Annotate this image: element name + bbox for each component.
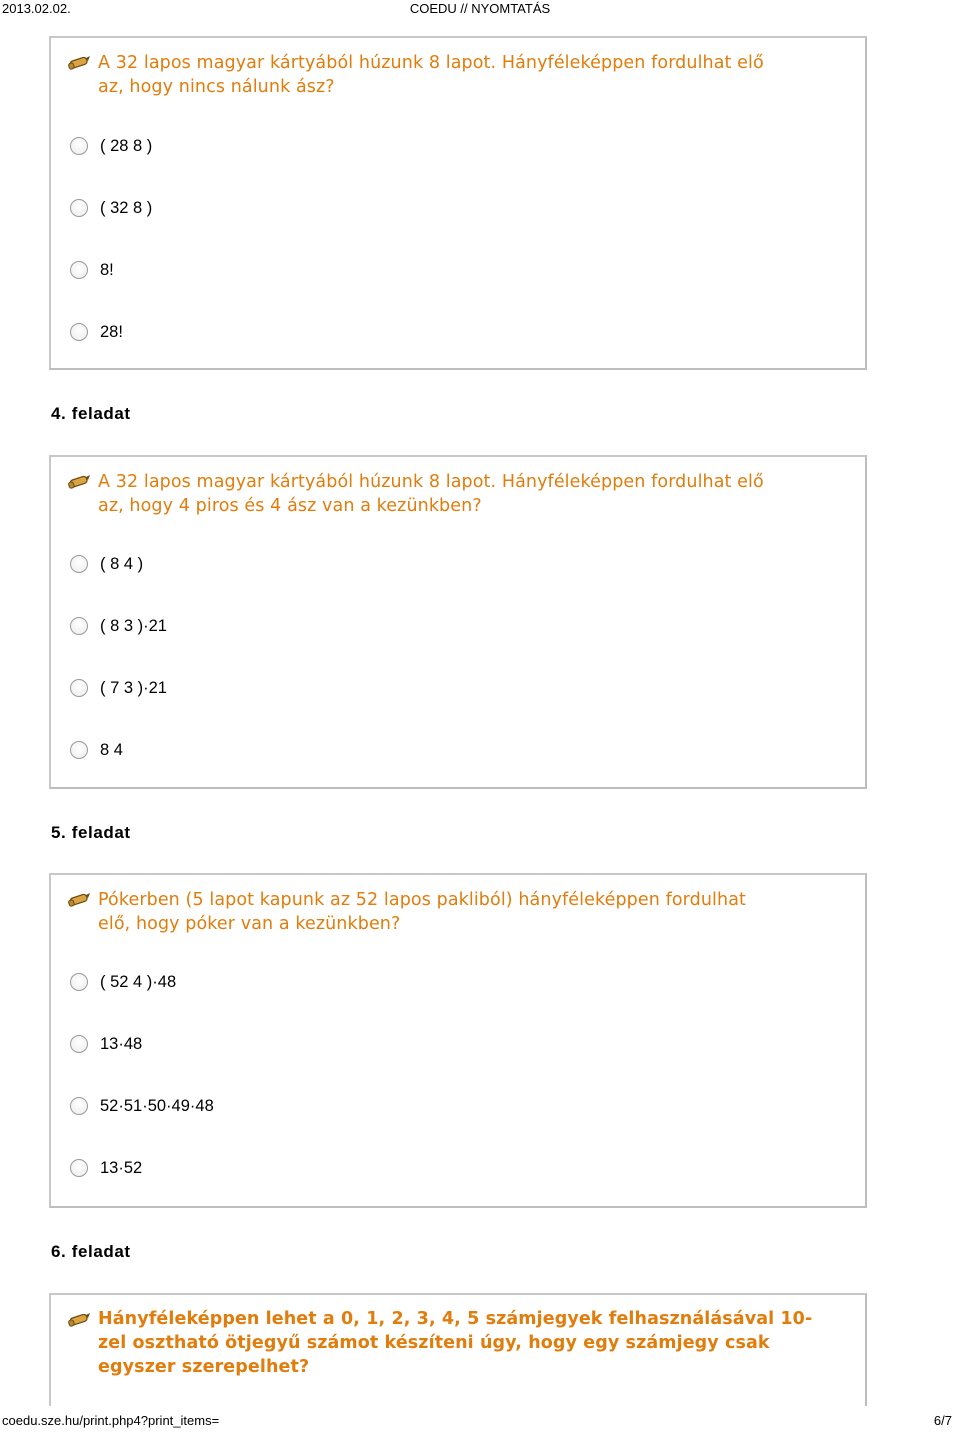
answer-option[interactable] [70, 1033, 142, 1055]
print-url: coedu.sze.hu/print.php4?print_items= [2, 1413, 220, 1428]
answer-option-label: 28! [100, 322, 123, 341]
print-date: 2013.02.02. [2, 1, 71, 16]
task-label-4: 4. feladat [51, 404, 131, 423]
question-title-line2: elő, hogy póker van a kezünkben? [98, 914, 401, 934]
pencil-icon [67, 1310, 91, 1328]
answer-option[interactable] [70, 197, 152, 219]
radio-button[interactable] [70, 1035, 88, 1053]
question-box-5 [49, 873, 867, 1208]
radio-button[interactable] [70, 199, 88, 217]
answer-option[interactable] [70, 259, 114, 281]
question-title-line2: zel osztható ötjegyű számot készíteni úgy, hogy egy számjegy csak [98, 1333, 770, 1353]
pencil-icon [67, 53, 91, 71]
answer-option[interactable] [70, 615, 167, 637]
answer-option[interactable] [70, 553, 143, 575]
answer-option-label: 8 4 [100, 740, 123, 759]
question-box-3 [49, 36, 867, 370]
page-number: 6/7 [933, 1413, 952, 1428]
question-title-line1: Pókerben (5 lapot kapunk az 52 lapos pakliból) hányféleképpen fordulhat [98, 890, 746, 910]
question-title-line1: A 32 lapos magyar kártyából húzunk 8 lapot. Hányféleképpen fordulhat elő [98, 53, 764, 73]
answer-option-label: 8! [100, 260, 114, 279]
question-title-line1: A 32 lapos magyar kártyából húzunk 8 lapot. Hányféleképpen fordulhat elő [98, 472, 764, 492]
question-title [98, 470, 845, 518]
radio-button[interactable] [70, 323, 88, 341]
answer-option-label: 13·52 [100, 1158, 143, 1177]
answer-option-label: ( 52 4 )·48 [100, 972, 177, 991]
radio-button[interactable] [70, 679, 88, 697]
question-title [98, 51, 845, 99]
answer-option-label: 52·51·50·49·48 [100, 1096, 214, 1115]
radio-button[interactable] [70, 555, 88, 573]
answer-option-label: ( 8 4 ) [100, 554, 144, 573]
pencil-icon [67, 890, 91, 908]
answer-option-label: ( 8 3 )·21 [100, 616, 167, 635]
question-title-line2: az, hogy nincs nálunk ász? [98, 77, 335, 97]
answer-option[interactable] [70, 971, 176, 993]
radio-button[interactable] [70, 1097, 88, 1115]
answer-option-label: 13·48 [100, 1034, 143, 1053]
answer-option[interactable] [70, 739, 123, 761]
radio-button[interactable] [70, 137, 88, 155]
radio-button[interactable] [70, 973, 88, 991]
radio-button[interactable] [70, 1159, 88, 1177]
answer-option[interactable] [70, 135, 152, 157]
answer-option-label: ( 28 8 ) [100, 136, 153, 155]
print-title: COEDU // NYOMTATÁS [409, 1, 551, 16]
question-title [98, 888, 845, 936]
task-label-6: 6. feladat [51, 1242, 131, 1261]
answer-option[interactable] [70, 321, 123, 343]
radio-button[interactable] [70, 741, 88, 759]
question-box-6 [49, 1293, 867, 1406]
task-label-5: 5. feladat [51, 823, 131, 842]
answer-option-label: ( 32 8 ) [100, 198, 153, 217]
question-title [98, 1307, 845, 1379]
question-box-4 [49, 455, 867, 789]
question-title-line2: az, hogy 4 piros és 4 ász van a kezünkben? [98, 496, 482, 516]
radio-button[interactable] [70, 617, 88, 635]
question-title-line1: Hányféleképpen lehet a 0, 1, 2, 3, 4, 5 számjegyek felhasználásával 10- [98, 1309, 813, 1329]
radio-button[interactable] [70, 261, 88, 279]
answer-option[interactable] [70, 1157, 142, 1179]
answer-option[interactable] [70, 677, 167, 699]
question-title-line3: egyszer szerepelhet? [98, 1357, 310, 1377]
pencil-icon [67, 472, 91, 490]
answer-option[interactable] [70, 1095, 214, 1117]
answer-option-label: ( 7 3 )·21 [100, 678, 167, 697]
